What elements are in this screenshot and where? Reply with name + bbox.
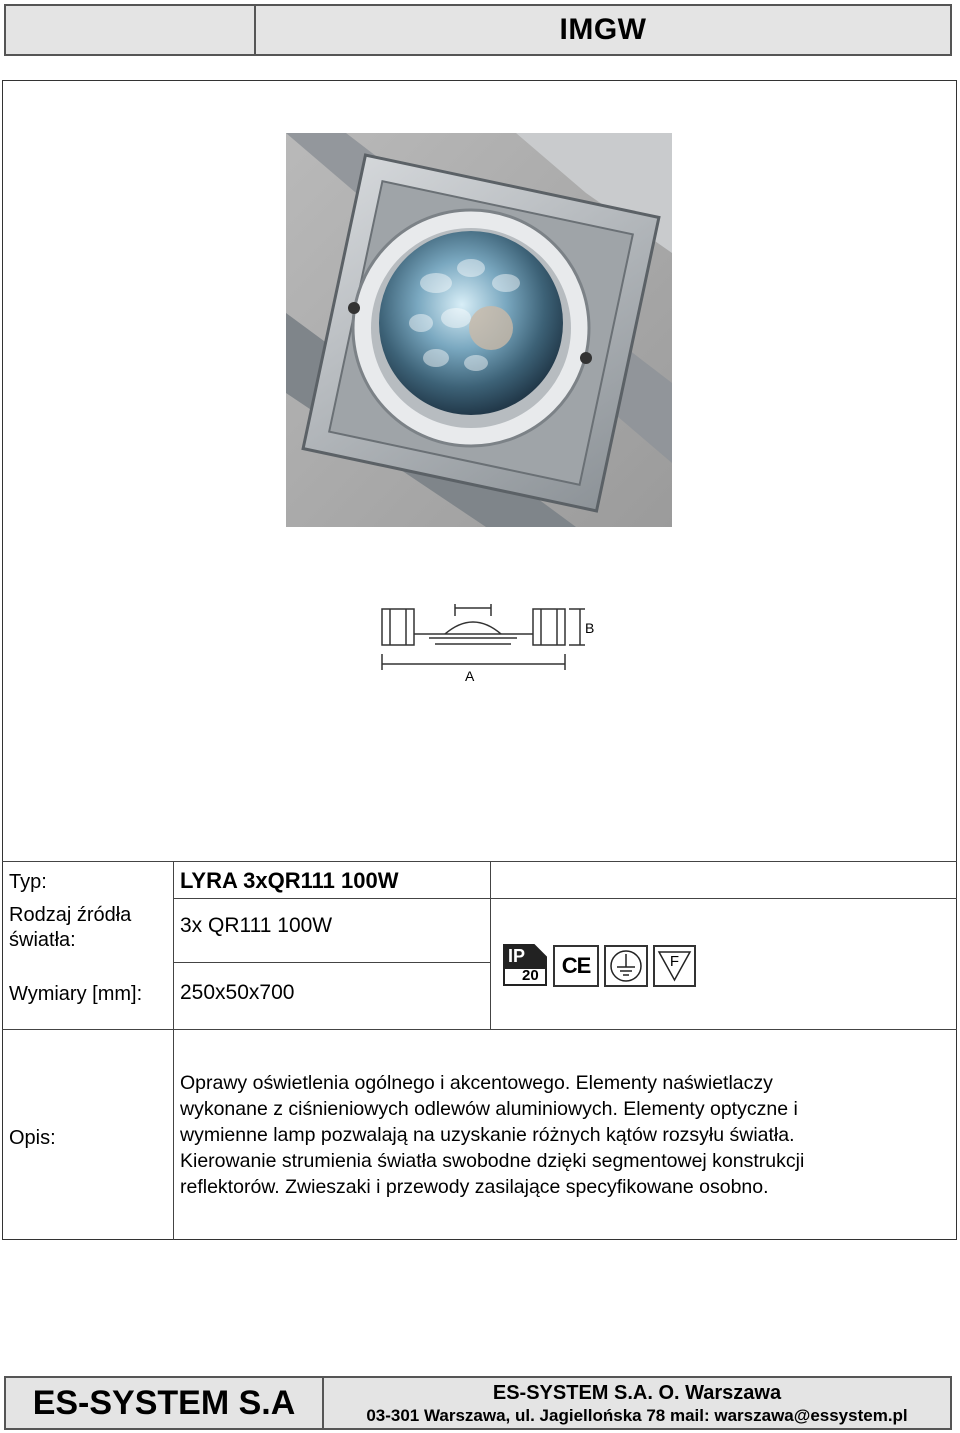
ip-text: IP — [508, 946, 526, 966]
description-label: Opis: — [9, 1127, 56, 1149]
header-title: IMGW — [559, 13, 647, 46]
cert-column-divider — [490, 861, 491, 1029]
source-label-line2: światła: — [9, 929, 76, 951]
spec-row-divider-right — [490, 898, 957, 899]
footer-company-short: ES-SYSTEM S.A — [32, 1383, 296, 1422]
f-mark-text: F — [669, 953, 680, 970]
spec-table-bottom-border — [2, 1029, 957, 1030]
label-column-divider — [173, 861, 174, 1240]
dimension-diagram — [375, 598, 605, 688]
typ-label: Typ: — [9, 871, 47, 893]
footer-company-branch: ES-SYSTEM S.A. O. Warszawa — [492, 1382, 782, 1404]
ce-mark-icon — [553, 945, 599, 987]
header-bar — [4, 4, 952, 56]
footer-address: 03-301 Warszawa, ul. Jagiellońska 78 mail: warszawa@essystem.pl — [366, 1406, 908, 1425]
ip-rating-text: 20 — [522, 967, 539, 984]
source-label-line1: Rodzaj źródła — [9, 904, 132, 926]
ip20-icon — [502, 943, 548, 987]
source-value: 3x QR111 100W — [180, 914, 333, 937]
description-line: Oprawy oświetlenia ogólnego i akcentowego. Elementy naświetlaczy — [180, 1072, 773, 1094]
dimension-label-a: A — [465, 668, 475, 684]
description-line: wykonane z ciśnieniowych odlewów aluminiowych. Elementy optyczne i — [180, 1098, 798, 1120]
ce-text: CE — [561, 953, 591, 978]
product-photo — [286, 133, 672, 527]
description-line: Kierowanie strumienia światła swobodne dzięki segmentowej konstrukcji — [180, 1150, 805, 1172]
f-mark-icon — [653, 945, 696, 987]
description-line: wymienne lamp pozwalają na uzyskanie różnych kątów rozsyłu światła. — [180, 1124, 795, 1146]
footer-bar — [4, 1376, 952, 1430]
dims-value: 250x50x700 — [180, 981, 295, 1004]
description-text — [180, 1070, 950, 1200]
typ-value: LYRA 3xQR111 100W — [180, 868, 399, 893]
dimension-label-b: B — [585, 620, 595, 636]
description-line: reflektorów. Zwieszaki i przewody zasilające specyfikowane osobno. — [180, 1176, 769, 1198]
spec-table-top-border — [2, 861, 957, 862]
ground-icon — [604, 945, 648, 987]
spec-row-divider-1 — [173, 898, 491, 899]
spec-row-divider-2 — [173, 962, 491, 963]
dims-label: Wymiary [mm]: — [9, 983, 143, 1005]
